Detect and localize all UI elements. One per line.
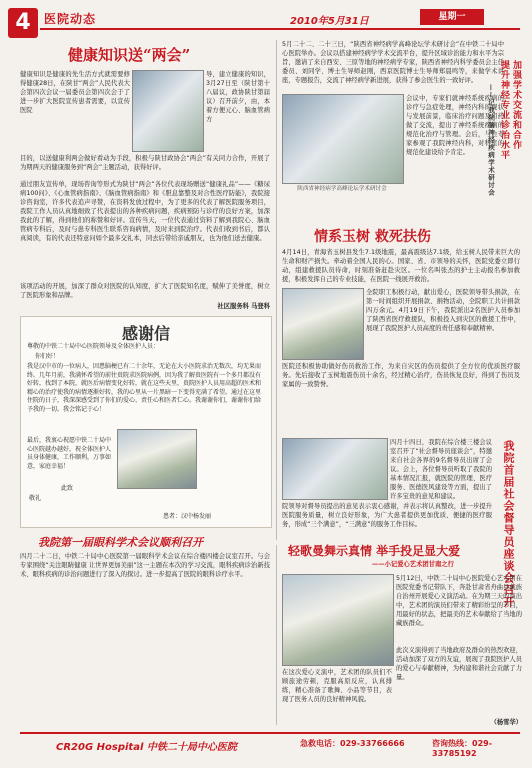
- emergency-phone: 急救电话：029-33766666: [300, 739, 405, 748]
- yushu-photo: [282, 288, 364, 360]
- article-paragraph: 5月二十二、二十三日，“陕西省神经病学高峰论坛学术研讨会”在中铁二十局中心医院举办。会议以搭建神经病学学术交流平台，提升区域诊治能力和水平为宗旨，邀请了来自西安、三原等地的神经病学专家，陕西省神经内科学委员会主任委员、刘同学、博士生导师赵刚，西京医院博士生导师郑晨鸣等，来做学术讲座，专题报告，交流了神经病学新进展，获得了参会医生的一致好评。: [282, 41, 504, 84]
- vertical-headline: 提升神经专业诊治水平: [499, 60, 509, 160]
- consult-phone: 咨询热线：029-33785192: [432, 739, 493, 758]
- article-paragraph: 医院还积极协助做好伤员救治工作，为来自灾区的伤员提供了全方位的优质医疗服务。先后接收了玉树地震伤员十余名，经过精心治疗，伤员恢复良好，得到了伤员及家属的一致赞誉。: [282, 363, 520, 388]
- column-divider: [276, 40, 277, 540]
- article-neurology-forum: [282, 38, 504, 218]
- article-paragraph: 全院职工积极行动，献出爱心，医院领导带头捐款，在第一时间组织开展捐款、捐物活动，全院职工共计捐款四万余元。4月19日下午，我院派出2名医护人员参加了陕西省医疗救援队，积极投入到灾区的救援工作中，展现了我院医护人员高度的责任感和奉献精神。: [366, 289, 520, 332]
- section-title: 医院动态: [44, 12, 97, 26]
- weekday-badge: 星期一: [420, 9, 484, 25]
- article-paragraph: 5月12日，中铁二十局中心医院爱心艺术团在医院党委书记带队下，奔赴甘肃省舟曲县藏族自治州开展爱心义演活动。在为期三天的演出中，艺术团的演员们带来了精彩纷呈的节目，用最好的状态，把最美的艺术奉献给了当地的藏族群众。: [396, 575, 522, 627]
- thank-you-letter: [20, 316, 272, 528]
- article-paragraph: 院领导对督导员提出的意见表示衷心感谢，并表示将认真整改，进一步提升医院服务质量，树立良好形象，为广大患者提供更加优质、便捷的医疗服务，形成“三个满意”，“三满意”的服务工作目标。: [282, 503, 492, 528]
- article-paragraph: 通过朋友宣传单，现场咨询等形式为陕甘“两会”各位代表现场赠送“健康礼品”——《糖尿病100问》、《心血管病指南》、《脑血管病指南》和《胆息靠整及对合性医疗防能》，我院接诊咨询室，许多代表追声寻赞，在资料发放过程中，为了更多的代表了解医院服务项目，我院工作人员认真地细致了代表提出的各种疾病问题，疾病预防与诊疗的良好方案，加深我此的了解，得到他们的称赞和好评。宣传当天，一位代表通过资料了解到我院心、脑血管病专科后，及时与患专科医生联系咨询病情，及时来到院治疗。代表们收到书后，都认真阅读，有的代表还特意问如个最多交礼本，同去后带给亲戚朋友，也为他们送去健康。: [20, 181, 270, 242]
- article-subtitle: ——小记爱心艺术团甘南之行: [372, 561, 454, 568]
- column-divider: [276, 545, 277, 725]
- article-title: 健康知识送“两会”: [68, 46, 191, 64]
- article-paragraph: 会议中，专家们就神经系统疾病的诊疗与急症处理，神经内科的现状与发展前景，临床治疗问题及用药做了交流，提出了神经系统疾病的规范化治疗与管理。会后，与会专家参观了我院神经内科，对科室的规范化建设给予肯定。: [406, 95, 504, 156]
- article-paragraph: 四月十四日，我院在综合楼三楼会议室召开了“社会督导员座谈会”，特邀来自社会各界的9名督导员出席了会议。会上，各位督导员听取了我院的基本情况汇报，就医院的管理、医疗服务、医德医风建设等方面，提出了许多宝贵的意见和建议。: [390, 439, 492, 500]
- header-rule: [40, 28, 520, 30]
- forum-photo: [282, 94, 404, 184]
- article-yushu: [282, 226, 522, 436]
- article-paragraph: 导，建立健康的知识，3月27日至（陕甘第十八届议，政协陕甘第届议）召开前夕，由，本着方便元心、脑血管病方: [206, 71, 270, 123]
- letter-title: 感谢信: [121, 324, 170, 343]
- meeting-photo: [282, 438, 388, 500]
- letter-body: 我是汉中市的一位病人，因患脑梗已有二十余年，无论在大小医院求治无数次，均无果而终。几年月前，我满怀希望的前往贵院求医院病例，因为我了解贵医院有一个多月都没有好转，找到了本院，就医后病情变化好转，就在这些天里，贵院医护人员用高超的医术和精心的治疗使我的病情逐渐好转，我的心里从一片黑暗一下变得充满了希望。通过在这里住院的日子，我深深感受到了你们的爱心、责任心和医者仁心。我谢谢你们，谢谢你们给予我的一切。我会铭记于心！: [27, 363, 262, 413]
- article-paragraph: 目的，以送健康利两会做好看动为手段，积极与陕甘政协会“两会”有关同力合作，开展了为期两天的健康服务到“两会”主题活动，获得好评。: [20, 155, 270, 171]
- footer-brand: CR20G Hospital 中铁二十局中心医院: [56, 742, 237, 753]
- article-paragraph: 在这次爱心义演中，艺术团的队员们不顾旅途劳顿，克服高原反应，认真排练，精心准备了歌舞、小品等节目，表现了医务人员的良好精神风貌。: [282, 669, 392, 703]
- article-ophthalmology: [20, 534, 270, 729]
- letter-closing-body: 最后，我衷心祝愿中铁二十局中心医院越办越好，祝全体医护人员身体健康，工作顺利，万事如意，家庭幸福！: [27, 437, 112, 470]
- article-byline: 社区服务科 马登科: [217, 303, 270, 310]
- article-art-troupe: [282, 542, 522, 727]
- article-paragraph: 四月二十二日，中铁二十局中心医院第一届眼科学术会议在综合楼四楼会议室召开。与会专家围绕“关注眼睛健康 让世界更加美丽”这一主题在本次的学习交流，眼科疾病诊治新技术、眼科疾病的诊治问题进行了深入的探讨。进一步提高了医院的眼科诊疗水平。: [20, 553, 270, 578]
- letter-photo: [117, 429, 197, 489]
- vertical-headline: 我院首届社会督导员座谈会召开: [502, 440, 515, 608]
- page-number: 4: [8, 8, 38, 38]
- letter-signature: 患者：汉中杨发丽: [163, 513, 212, 520]
- letter-salute: 敬礼: [29, 495, 42, 502]
- article-byline: （杨雪华）: [490, 719, 522, 726]
- troupe-photo: [282, 574, 394, 666]
- article-title: 情系玉树 救死扶伤: [314, 229, 431, 245]
- vertical-headline: 加强学术交流和合作: [511, 60, 521, 150]
- photo-caption: 陕西省神经病学高峰论坛学术研讨会: [297, 186, 387, 192]
- article-supervisors: [282, 438, 492, 538]
- letter-salutation: 尊敬的中铁二十局中心医院领导及全体医护人员：: [27, 343, 160, 350]
- page-footer: [20, 732, 520, 758]
- article-title: 轻歌曼舞示真情 举手投足显大爱: [288, 544, 461, 558]
- article-photo: [132, 70, 204, 152]
- letter-greeting: 你们好！: [35, 353, 60, 360]
- article-paragraph: 健康知识是健康的先生活方式就需要修得健康28日，在陕甘“两会”人民代表大会第四次会议一届委员会第四次会于了进一步扩大医院宣传患者需要，以宣传医院: [20, 71, 130, 114]
- vertical-subheadline: ——记我院脑神经疾病学术研讨会: [487, 84, 495, 197]
- article-paragraph: 该项活动的开展，加深了群众对医院的认知度，扩大了医院知名度，赋伸了美誉度，树立了医院形象和品牌。: [20, 283, 270, 299]
- article-paragraph: 此次义演得到了当地政府及群众的热烈欢迎，活动加深了双方的友谊，展现了我院医护人员的爱心与奉献精神，为构建和谐社会贡献了力量。: [396, 647, 522, 681]
- article-health-knowledge: [20, 40, 270, 310]
- article-title: 我院第一届眼科学术会议顺利召开: [38, 536, 203, 549]
- article-paragraph: 4月14日，青海省玉树县发生7.1级地震，最高震级达7.1级，给玉树人民带来巨大的生命和财产损失。牵动着全国人民的心。国家、省、市领导的关怀，医院党委立即行动，组建救援队员待命，时刻准备赶赴灾区。一位名叫张杰的护士主动报名参加救援，积极发挥自己的专业技能，在医院一线展开救治。: [282, 249, 520, 283]
- letter-close: 此致: [61, 485, 74, 492]
- issue-date: 2010年5月31日: [290, 16, 369, 27]
